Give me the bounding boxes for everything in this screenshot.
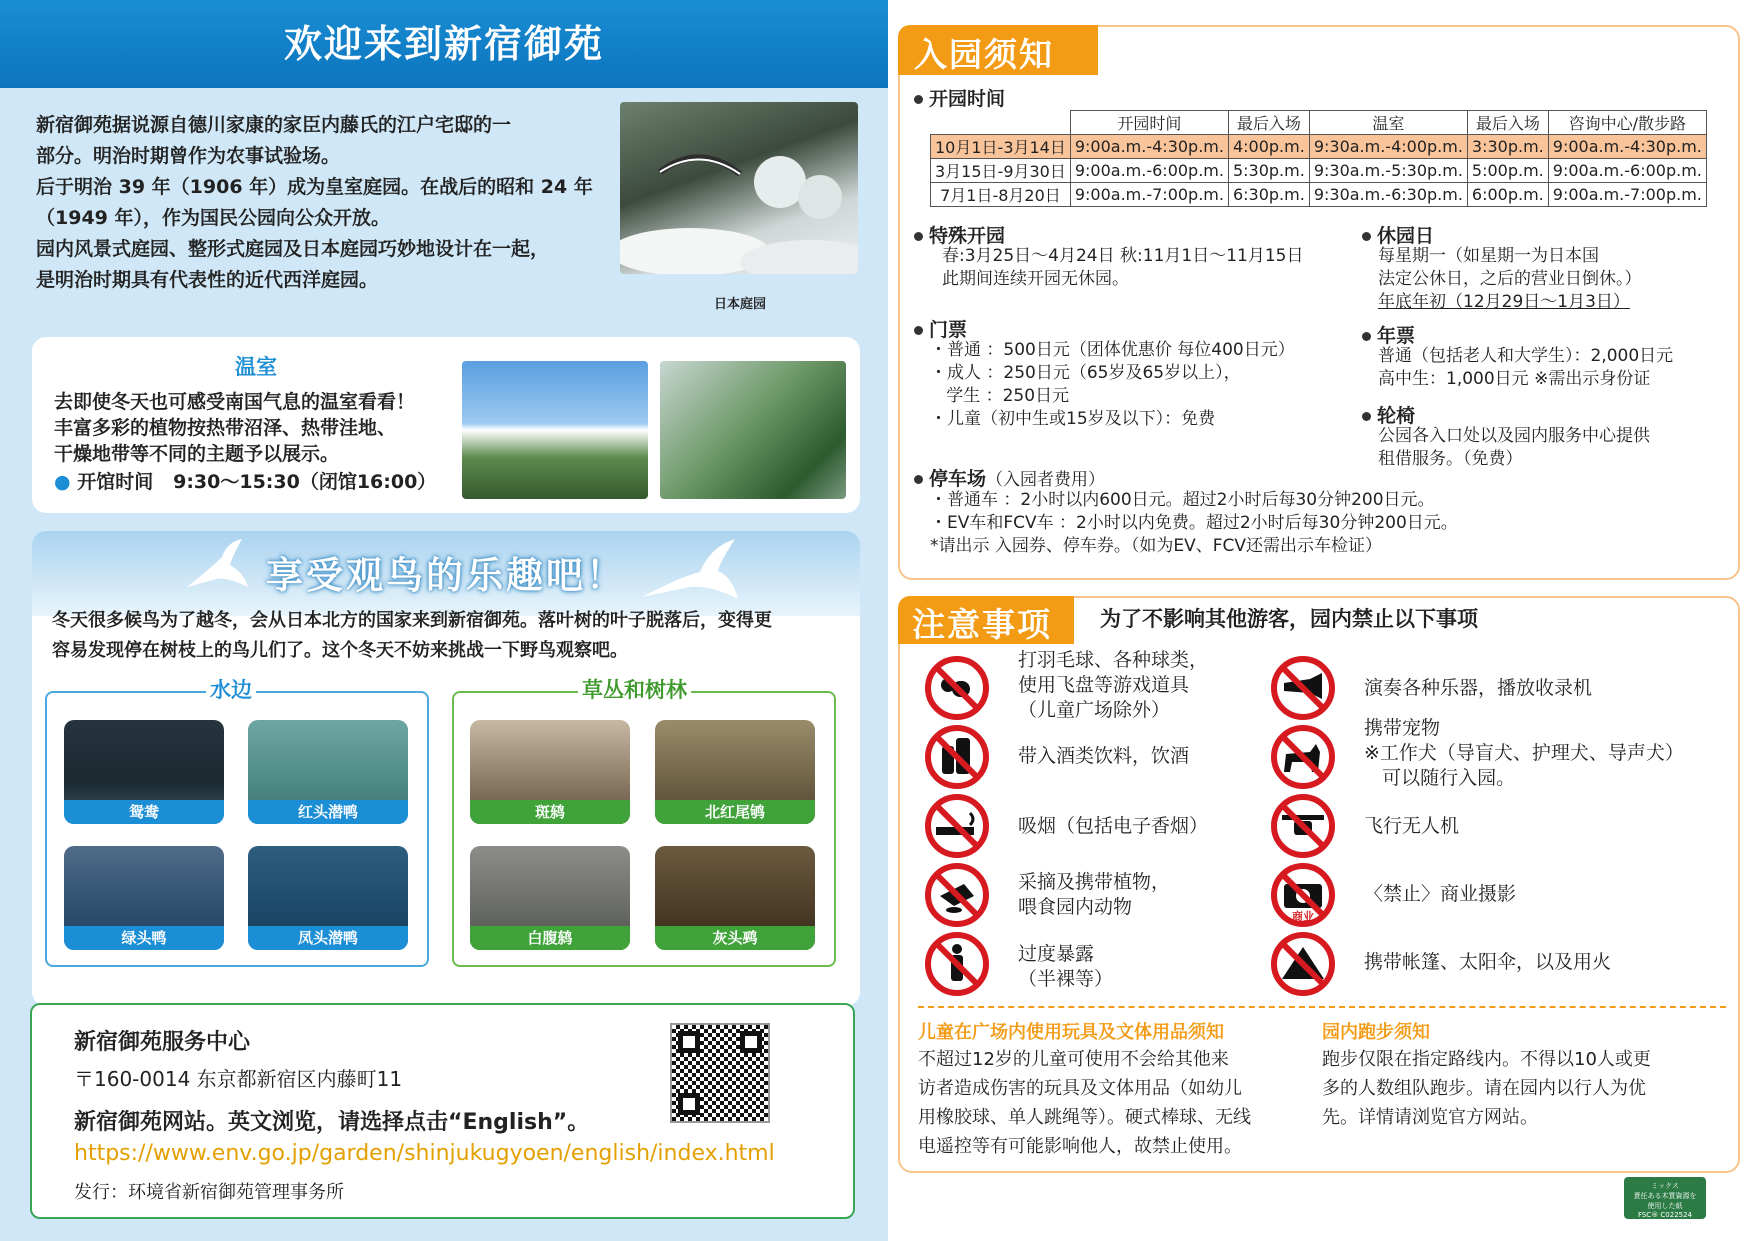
bird-photo-pochard: 红头潜鸭 <box>248 720 408 824</box>
japanese-garden-photo <box>620 102 858 274</box>
no-pets-icon <box>1270 724 1336 794</box>
table-header: 最后入场 <box>1228 111 1309 135</box>
intro-line: 新宿御苑据说源自德川家康的家臣内藤氏的江户宅邸的一 <box>36 114 512 136</box>
notice-tab: 注意事项 <box>898 596 1074 644</box>
hours-table <box>930 110 1707 207</box>
notice-item-music: 演奏各种乐器，播放收录机 <box>1364 677 1593 699</box>
tickets-text: ・普通 ：500日元（团体优惠价 每位400日元） ・成人 ：250日元（65岁及65岁以上）， 学生 ：250日元 ・儿童（初中生或15岁及以下）：免费 <box>930 340 1295 429</box>
special-opening-title: 特殊开园 <box>914 221 1005 248</box>
bird-photo-mallard: 绿头鸭 <box>64 846 224 950</box>
intro-line: 园内风景式庭园、整形式庭园及日本庭园巧妙地设计在一起， <box>36 238 550 260</box>
notice-item-smoking: 吸烟（包括电子香烟） <box>1018 815 1209 837</box>
table-header: 最后入场 <box>1467 111 1548 135</box>
notice-item-plants: 采摘及携带植物， 喂食园内动物 <box>1018 871 1171 918</box>
website-link[interactable]: https://www.env.go.jp/garden/shinjukugyoen/english/index.html <box>74 1141 775 1166</box>
photo-caption: 日本庭园 <box>713 297 766 312</box>
notice-divider <box>918 1006 1726 1008</box>
no-picking-plants-icon <box>924 862 990 932</box>
service-center-address: 〒160-0014 东京都新宿区内藤町11 <box>74 1067 403 1091</box>
bird-photo-mandarin: 鸳鸯 <box>64 720 224 824</box>
bird-photo-tufted-duck: 凤头潜鸭 <box>248 846 408 950</box>
welcome-header <box>0 0 888 88</box>
no-drone-icon <box>1270 793 1336 863</box>
service-center-box <box>30 1003 855 1219</box>
no-exposure-icon <box>924 931 990 1001</box>
crane-silhouette-icon <box>642 539 738 599</box>
parking-text: ・普通车 ：2小时以内600日元。超过2小时后每30分钟200日元。 ・EV车和FCV车 ：2小时以内免费。超过2小时后每30分钟200日元。 *请出示 入园券、停车券。（如为EV、FCV还需出示车检证） <box>930 490 1458 556</box>
no-ball-games-icon <box>924 655 990 725</box>
annual-pass-title: 年票 <box>1362 321 1415 348</box>
bird-photo-daurian-redstart: 北红尾鸲 <box>655 720 815 824</box>
notice-item-commercial-photo: 〈禁止〉商业摄影 <box>1364 883 1517 905</box>
wheelchair-title: 轮椅 <box>1362 401 1415 428</box>
greenhouse-line: 去即使冬天也可感受南国气息的温室看看！ <box>54 391 416 413</box>
running-notice-text: 跑步仅限在指定路线内。不得以10人或更 多的人数组队跑步。请在园内以行人为优 先。详情请浏览官方网站。 <box>1322 1049 1651 1128</box>
fsc-logo: ミックス 責任ある木質資源を 使用した紙 FSC® C022524 <box>1624 1177 1706 1219</box>
notice-item-exposure: 过度暴露 （半裸等） <box>1018 943 1114 990</box>
qr-code-icon[interactable] <box>670 1023 770 1123</box>
closed-days-text: 每星期一（如星期一为日本国 法定公休日，之后的营业日倒休。） 年底年初（12月29日～1月3日） <box>1378 246 1642 312</box>
greenhouse-interior-photo <box>660 361 846 499</box>
no-music-icon <box>1270 655 1336 725</box>
notice-item-tents: 携带帐篷、太阳伞，以及用火 <box>1364 951 1612 973</box>
table-row: 7月1日-8月20日 9:00a.m.-7:00p.m. 6:30p.m. 9:30a.m.-6:30p.m. 6:00p.m. 9:00a.m.-7:00p.m. <box>931 183 1707 207</box>
kids-notice-text: 不超过12岁的儿童可使用不会给其他来 访者造成伤害的玩具及文体用品（如幼儿 用橡胶球、单人跳绳等）。硬式棒球、无线 电遥控等有可能影响他人，故禁止使用。 <box>918 1049 1251 1157</box>
greenhouse-line: 干燥地带等不同的主题予以展示。 <box>54 443 340 465</box>
greenhouse-exterior-photo <box>462 361 648 499</box>
intro-line: 后于明治 39 年（1906 年）成为皇室庭园。在战后的昭和 24 年 <box>36 176 593 198</box>
running-notice-title: 园内跑步须知 <box>1322 1022 1430 1043</box>
table-row: 10月1日-3月14日 9:00a.m.-4:30p.m. 4:00p.m. 9:30a.m.-4:00p.m. 3:30p.m. 9:00a.m.-4:30p.m. <box>931 135 1707 159</box>
notice-subtitle: 为了不影响其他游客，园内禁止以下事项 <box>1100 607 1478 631</box>
intro-line: 部分。明治时期曾作为农事试验场。 <box>36 145 341 167</box>
greenhouse-hours: ● 开馆时间 9:30～15:30（闭馆16:00） <box>54 471 437 493</box>
admission-tab: 入园须知 <box>898 25 1098 75</box>
svg-text:商业: 商业 <box>1292 910 1314 923</box>
table-header: 咨询中心/散步路 <box>1548 111 1706 135</box>
greenhouse-line: 丰富多彩的植物按热带沼泽、热带洼地、 <box>54 417 397 439</box>
website-note: 新宿御苑网站。英文浏览，请选择点击“English”。 <box>74 1110 590 1135</box>
page-title: 欢迎来到新宿御苑 <box>283 22 604 66</box>
no-smoking-icon <box>924 793 990 863</box>
no-alcohol-icon <box>924 724 990 794</box>
publisher-text: 发行：环境省新宿御苑管理事务所 <box>74 1182 344 1203</box>
bird-photo-dusky-thrush: 斑鸫 <box>470 720 630 824</box>
table-header: 开园时间 <box>1070 111 1228 135</box>
table-row: 3月15日-9月30日 9:00a.m.-6:00p.m. 5:30p.m. 9:30a.m.-5:30p.m. 5:00p.m. 9:00a.m.-6:00p.m. <box>931 159 1707 183</box>
bird-photo-black-faced-bunting: 灰头鹀 <box>655 846 815 950</box>
notice-item-pets: 携带宠物 ※工作犬（导盲犬、护理犬、导声犬） 可以随行入园。 <box>1364 717 1684 789</box>
service-center-name: 新宿御苑服务中心 <box>74 1030 251 1055</box>
birdwatching-title: 享受观鸟的乐趣吧！ <box>266 554 626 597</box>
greenhouse-card <box>32 337 860 513</box>
hours-title: 开园时间 <box>914 84 1005 111</box>
closed-days-title: 休园日 <box>1362 221 1434 248</box>
notice-item-drone: 飞行无人机 <box>1364 815 1460 837</box>
tickets-title: 门票 <box>914 315 967 342</box>
waterside-title: 水边 <box>206 674 256 704</box>
right-panel <box>888 0 1755 1241</box>
special-opening-text: 春:3月25日～4月24日 秋:11月1日～11月15日 此期间连续开园无休园。 <box>942 246 1304 289</box>
birdwatching-text: 冬天很多候鸟为了越冬，会从日本北方的国家来到新宿御苑。落叶树的叶子脱落后，变得更 容易发现停在树枝上的鸟儿们了。这个冬天不妨来挑战一下野鸟观察吧。 <box>52 610 772 661</box>
notice-item-ball-games: 打羽毛球、各种球类， 使用飞盘等游戏道具 （儿童广场除外） <box>1018 649 1209 721</box>
intro-line: 是明治时期具有代表性的近代西洋庭园。 <box>36 269 379 291</box>
parking-heading: 停车场（入园者费用） <box>914 464 1105 492</box>
bird-photo-pale-thrush: 白腹鸫 <box>470 846 630 950</box>
no-tents-icon <box>1270 931 1336 1001</box>
table-header: 温室 <box>1309 111 1467 135</box>
notice-item-alcohol: 带入酒类饮料，饮酒 <box>1018 745 1190 767</box>
birdwatching-banner <box>32 531 860 616</box>
intro-line: （1949 年），作为国民公园向公众开放。 <box>36 207 390 229</box>
kids-notice-title: 儿童在广场内使用玩具及文体用品须知 <box>918 1022 1224 1043</box>
greenhouse-title: 温室 <box>235 355 277 379</box>
forest-title: 草丛和树林 <box>578 674 691 704</box>
no-commercial-photo-icon <box>1270 862 1336 932</box>
intro-text <box>36 110 616 296</box>
annual-pass-text: 普通（包括老人和大学生）：2,000日元 高中生：1,000日元 ※需出示身份证 <box>1378 346 1674 389</box>
wheelchair-text: 公园各入口处以及园内服务中心提供 租借服务。（免费） <box>1378 426 1650 469</box>
